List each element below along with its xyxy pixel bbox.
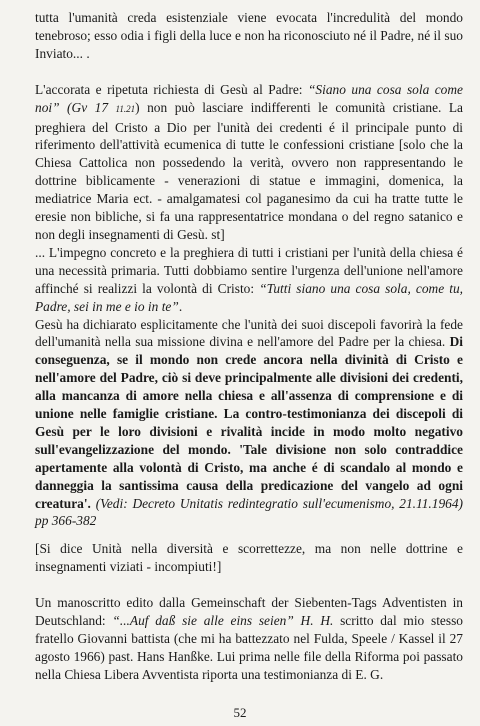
decree-citation: (Vedi: Decreto Unitatis redintegratio sull'ecumenismo, 21.11.1964) pp 366-382 xyxy=(35,495,463,529)
body-text xyxy=(35,9,463,684)
bible-quote: “Siano una cosa sola come noi” (Gv 17 xyxy=(35,81,463,115)
page-number: 52 xyxy=(233,705,247,720)
paragraph-1: tutta l'umanità creda esistenziale viene evocata l'incredulità del mondo tenebroso; esso odia i figli della luce e non ha riconosciuto né il Padre, né il suo Inviato... . xyxy=(35,10,463,61)
paragraph-6-body: scritto dal mio stesso fratello Giovanni battista (che mi ha battezzato nel Fulda, Speele / Kassel il 27 agosto 1966) past. Hans Hanßke. Lui prima nelle file della Riforma poi passato nella Chiesa Libera Avventista riporta una testimonianza di E. G. xyxy=(35,613,463,682)
paragraph-6 xyxy=(35,594,463,684)
paragraph-4-intro: Gesù ha dichiarato esplicitamente che l'unità dei suoi discepoli favorirà la fede dell'umanità nella sua missione divina e nell'amore del Padre per la chiesa. xyxy=(35,316,463,350)
verse-reference: 11.21 xyxy=(115,103,136,114)
paragraph-6-intro: Un manoscritto edito dalla Gemeinschaft der Siebenten-Tags Adventisten in Deutschland: xyxy=(35,595,463,629)
paragraph-3-end: . xyxy=(178,298,183,314)
paragraph-5: [Si dice Unità nella diversità e scorrettezze, ma non nelle dottrine e insegnamenti viziati - incompiuti!] xyxy=(35,541,463,575)
paragraph-4 xyxy=(35,316,463,531)
paragraph-3 xyxy=(35,244,463,316)
bold-passage: Di conseguenza, se il mondo non crede ancora nella divinità di Cristo e nell'amore del Padre, ciò si deve principalmente alle divisioni dei credenti, alla mancanza di amore nella chiesa e all'assenza di comprensione e di unione nelle famiglie cristiane. La contro-testimonianza dei discepoli di Gesù per le loro divisioni e rivalità incide in modo molto negativo sull'evangelizzazione del mondo. 'Tale divisione non solo contraddice apertamente alla volontà di Cristo, ma anche é di scandalo al mondo e danneggia la santissima causa della predicazione del vangelo ad ogni creatura'. xyxy=(35,334,463,511)
paragraph-2-body: ) non può lasciare indifferenti le comunità cristiane. La preghiera del Cristo a Dio per l'unità dei credenti é il principale punto di riferimento dell'attività ecumenica di tutte le confessioni cristiane [solo che la Chiesa Cattolica non possedendo la verità, ovvero non rappresentando le dottrine biblicamente - venerazioni di statue e immagini, domenica, la mediatrice Maria ect. - amalgamatesi col paganesimo da cui ha tratte tutte le eresie non bibliche, si fa una rappresentatrice mondana o del regno satanico e non degli insegnamenti di Gesù. st] xyxy=(35,99,463,242)
paragraph-2 xyxy=(35,81,463,244)
paragraph-3-body: ... L'impegno concreto e la preghiera di tutti i cristiani per l'unità della chiesa é una necessità primaria. Tutti dobbiamo sentire l'urgenza dell'unione nell'amore affinché si realizzi la volontà di Cristo: xyxy=(35,244,463,296)
paragraph-2-intro: L'accorata e ripetuta richiesta di Gesù al Padre: xyxy=(35,81,308,97)
christ-quote: “Tutti siano una cosa sola, come tu, Padre, sei in me e io in te” xyxy=(35,280,463,314)
manuscript-title: “...Auf daß sie alle eins seien” H. H. xyxy=(112,613,334,629)
